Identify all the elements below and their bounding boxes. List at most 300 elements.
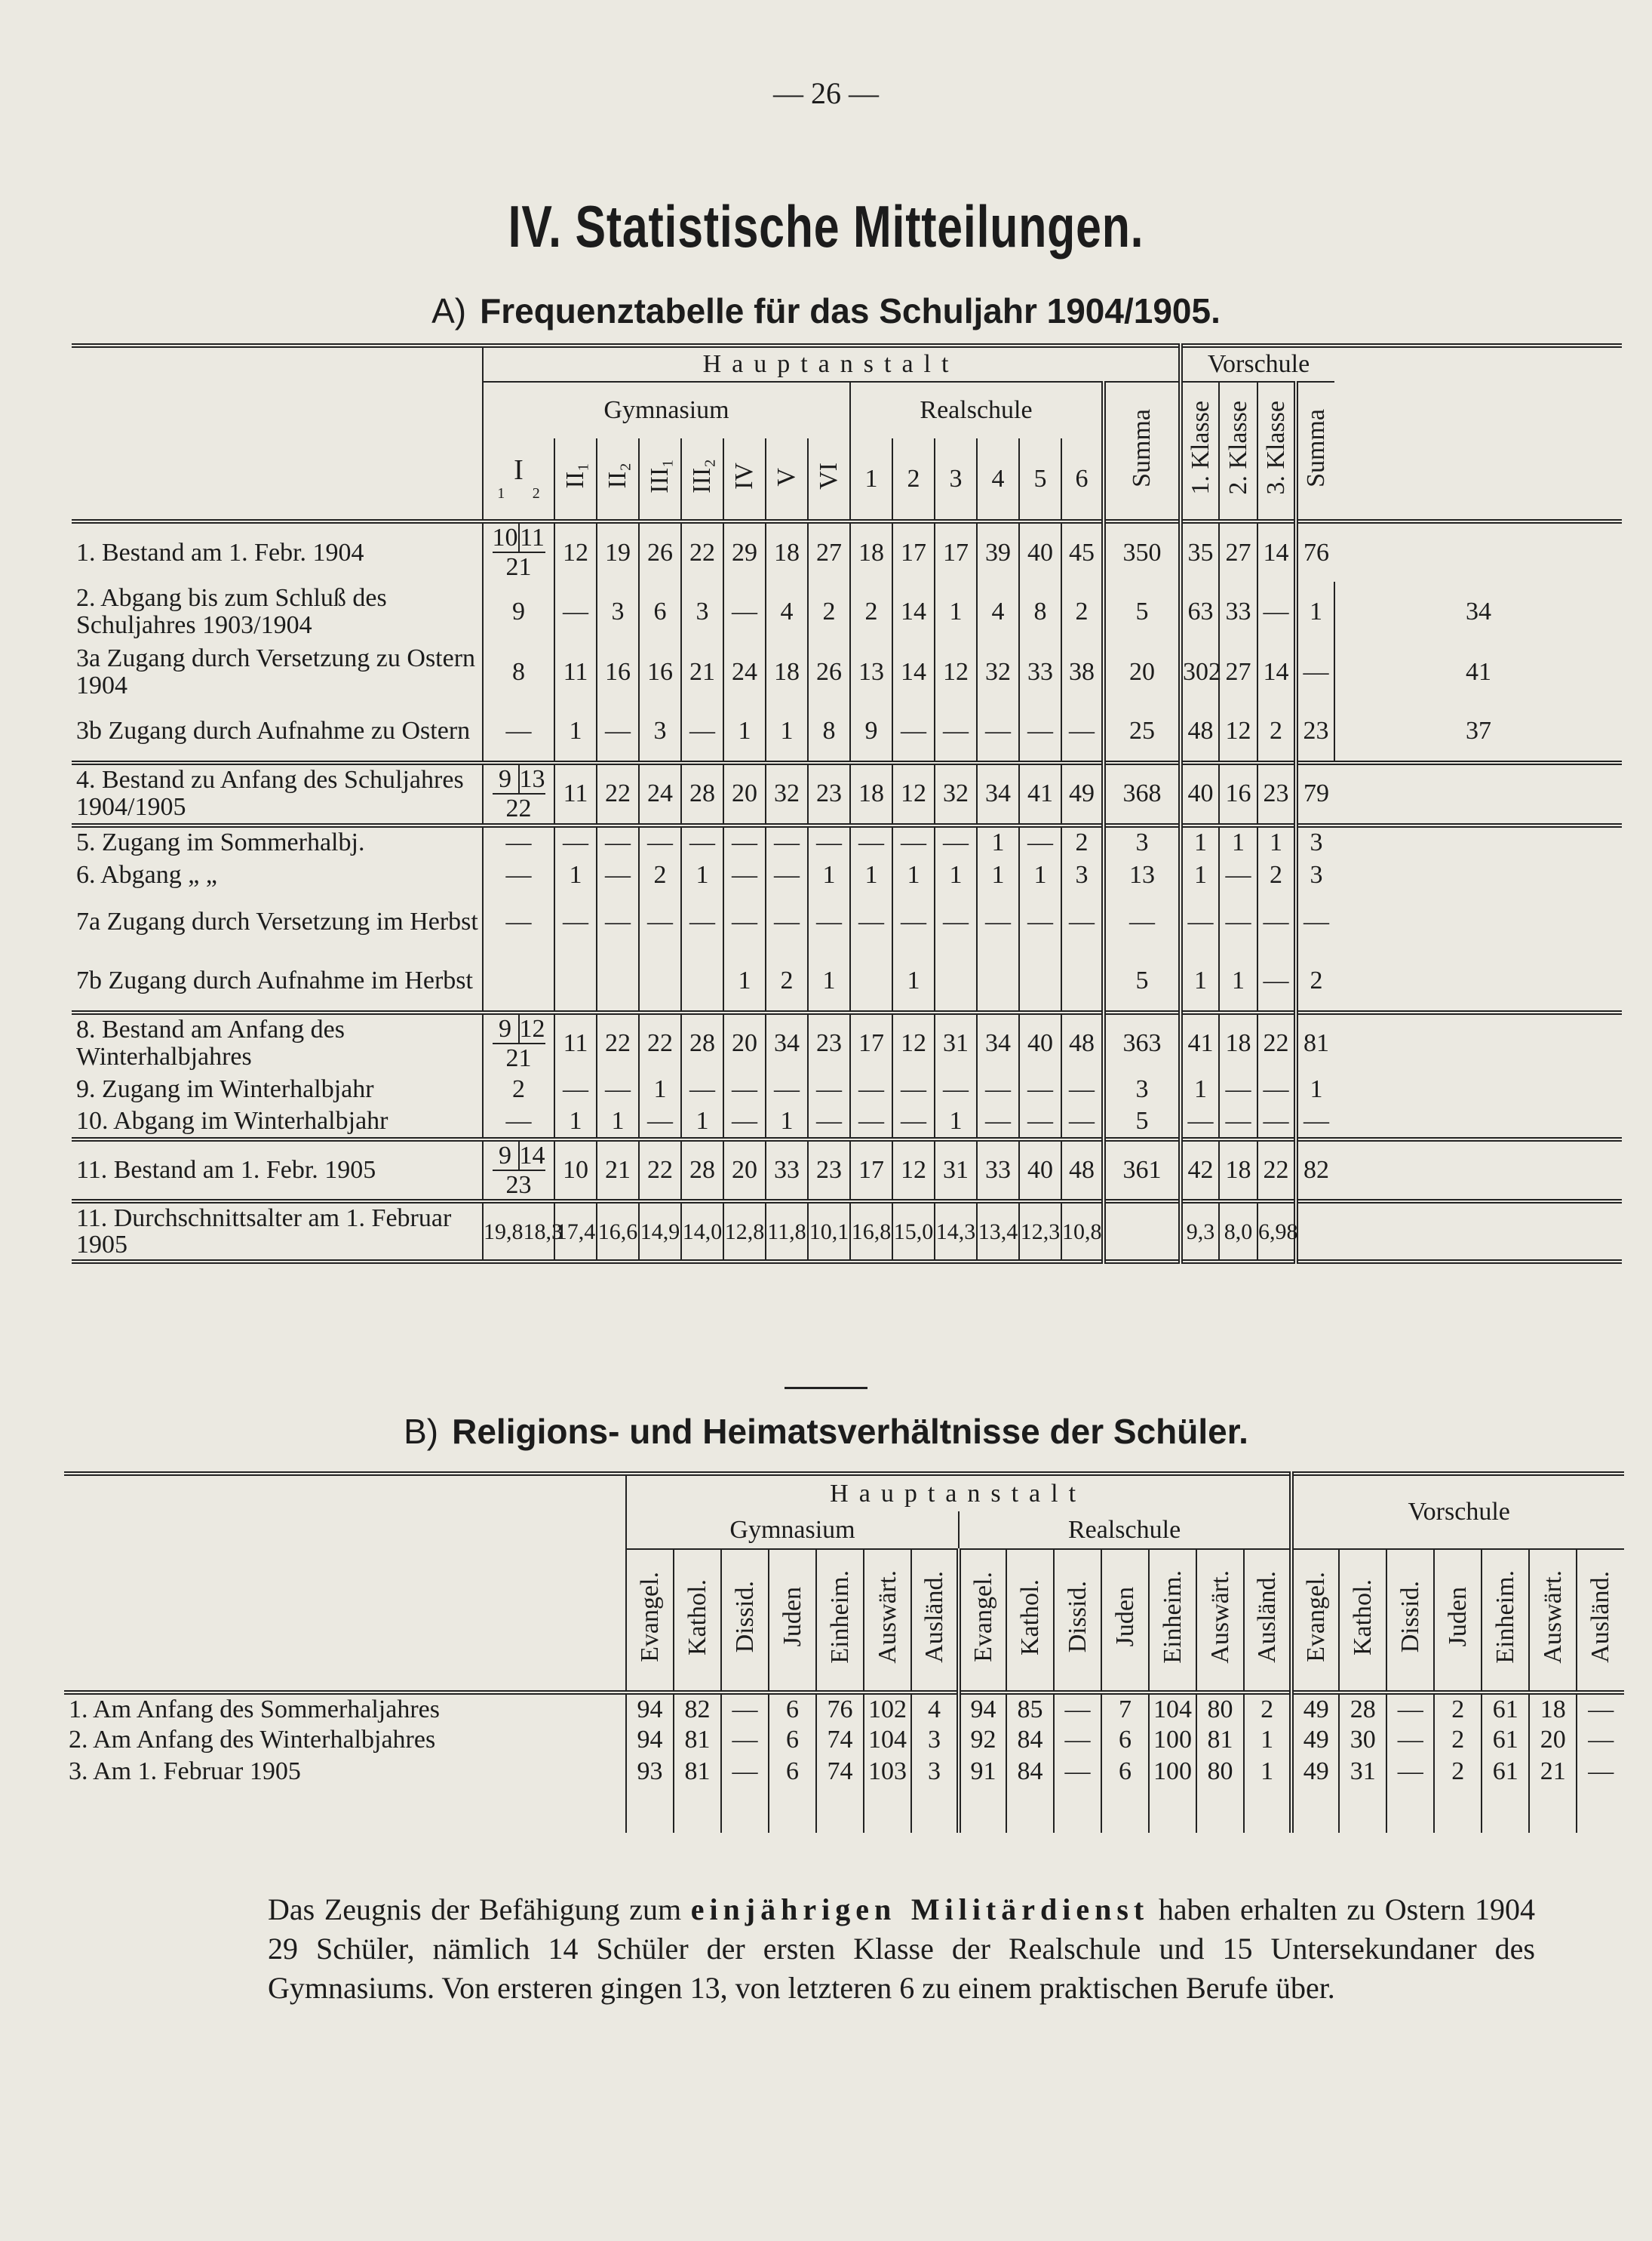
cell-class-I: — <box>483 702 554 763</box>
table-cell: 94 <box>626 1724 674 1756</box>
table-cell: 23 <box>808 1139 850 1202</box>
b-col-header-19: Auswärt. <box>1529 1549 1577 1692</box>
table-cell: 5 <box>1104 1106 1181 1139</box>
table-cell: — <box>1296 892 1334 952</box>
table-cell: 23 <box>1257 763 1296 825</box>
table-cell: 10,1 <box>808 1201 850 1262</box>
table-row <box>72 825 1622 859</box>
col-header-11: 5 <box>1019 438 1061 521</box>
col-header-klasse-1: 1. Klasse <box>1181 382 1219 521</box>
table-cell: — <box>1257 582 1296 642</box>
realschule-header: Realschule <box>850 382 1104 438</box>
table-cell: — <box>808 892 850 952</box>
table-cell: 74 <box>816 1724 864 1756</box>
table-cell: 12 <box>892 763 935 825</box>
table-cell: 2 <box>1296 952 1334 1013</box>
table-cell: 49 <box>1291 1756 1339 1788</box>
table-cell: 1 <box>1181 859 1219 892</box>
table-cell: 26 <box>639 521 681 582</box>
cell-class-I: 8 <box>483 642 554 702</box>
table-cell: 2 <box>639 859 681 892</box>
table-cell: 361 <box>1104 1139 1181 1202</box>
table-cell: 23 <box>1296 702 1334 763</box>
table-cell: 22 <box>1257 1139 1296 1202</box>
table-row <box>64 1692 1624 1724</box>
table-cell: 1 <box>723 702 766 763</box>
closing-paragraph <box>268 1890 1535 2008</box>
table-cell: 22 <box>597 1013 639 1073</box>
table-cell: 40 <box>1019 521 1061 582</box>
table-cell: 17 <box>850 1013 892 1073</box>
col-header-7: 1 <box>850 438 892 521</box>
cell-class-I: 9 <box>483 582 554 642</box>
table-cell: 8 <box>808 702 850 763</box>
table-cell: 2 <box>1434 1724 1482 1756</box>
table-cell: 2 <box>1257 702 1296 763</box>
table-cell: 18 <box>850 521 892 582</box>
table-cell: — <box>1061 892 1104 952</box>
row-label: 11. Durchschnittsalter am 1. Februar 1905 <box>76 1204 452 1259</box>
table-cell: 48 <box>1061 1013 1104 1073</box>
table-cell: 20 <box>723 763 766 825</box>
table-cell: 100 <box>1149 1724 1196 1756</box>
table-cell: 33 <box>977 1139 1019 1202</box>
table-cell: 1 <box>892 859 935 892</box>
table-cell: — <box>935 825 977 859</box>
religion-table <box>64 1471 1624 1833</box>
table-cell: 61 <box>1482 1756 1529 1788</box>
row-label: 11. Bestand am 1. Febr. 1905 <box>76 1156 376 1185</box>
table-cell: 1 <box>1219 952 1257 1013</box>
table-cell: 20 <box>723 1139 766 1202</box>
col-header-0: II₁ <box>554 438 597 521</box>
table-cell: — <box>1257 1106 1296 1139</box>
table-row <box>72 1139 1622 1202</box>
table-cell: 8,0 <box>1219 1201 1257 1262</box>
table-cell: — <box>1019 702 1061 763</box>
table-cell: 6 <box>639 582 681 642</box>
b-hauptanstalt-header: Hauptanstalt <box>626 1474 1291 1511</box>
table-cell: — <box>1577 1756 1624 1788</box>
col-header-4: IV <box>723 438 766 521</box>
table-cell: 2 <box>766 952 808 1013</box>
row-label: 7a Zugang durch Versetzung im Herbst <box>76 907 478 936</box>
table-cell: — <box>1019 1106 1061 1139</box>
table-cell: 2 <box>1244 1692 1291 1724</box>
table-row <box>72 642 1622 702</box>
col-header-3: III₂ <box>681 438 723 521</box>
table-cell: 81 <box>674 1756 721 1788</box>
row-label: 2. Am Anfang des Winterhalbjahres <box>69 1726 436 1754</box>
b-col-header-10: Juden <box>1101 1549 1149 1692</box>
table-cell: — <box>1019 825 1061 859</box>
table-cell: 76 <box>816 1692 864 1724</box>
table-cell: 1 <box>1244 1724 1291 1756</box>
table-cell: 3 <box>1296 825 1334 859</box>
row-label: 9. Zugang im Winterhalbjahr <box>76 1074 374 1103</box>
table-cell: 27 <box>808 521 850 582</box>
table-cell: — <box>554 582 597 642</box>
row-label: 2. Abgang bis zum Schluß des Schuljahres 1903/1904 <box>76 584 387 639</box>
table-cell: 4 <box>766 582 808 642</box>
table-cell: 2 <box>850 582 892 642</box>
table-cell: 6 <box>1101 1756 1149 1788</box>
table-cell: 10,8 <box>1061 1201 1104 1262</box>
table-cell: 18 <box>850 763 892 825</box>
table-cell: 48 <box>1061 1139 1104 1202</box>
table-cell: 61 <box>1482 1692 1529 1724</box>
table-cell: — <box>766 1073 808 1106</box>
table-cell: 104 <box>864 1724 911 1756</box>
table-cell: — <box>723 1073 766 1106</box>
table-cell: — <box>1061 702 1104 763</box>
table-cell: — <box>681 825 723 859</box>
b-col-header-6: Ausländ. <box>911 1549 959 1692</box>
table-cell: — <box>1257 952 1296 1013</box>
table-cell <box>1296 1201 1334 1262</box>
table-cell: 2 <box>808 582 850 642</box>
table-cell: 14 <box>892 642 935 702</box>
col-header-I2: 2 <box>532 484 540 502</box>
table-cell: 350 <box>1104 521 1181 582</box>
col-header-1: II₂ <box>597 438 639 521</box>
separator-dash <box>785 1387 867 1389</box>
table-cell: — <box>721 1724 769 1756</box>
table-cell: 17,4 <box>554 1201 597 1262</box>
table-cell: 39 <box>977 521 1019 582</box>
b-col-header-1: Kathol. <box>674 1549 721 1692</box>
table-cell: 1 <box>850 859 892 892</box>
table-cell: — <box>681 702 723 763</box>
table-cell <box>681 952 723 1013</box>
table-cell: 11 <box>554 763 597 825</box>
table-cell: 34 <box>977 763 1019 825</box>
col-header-summa: Summa <box>1104 382 1181 521</box>
col-header-10: 4 <box>977 438 1019 521</box>
table-cell: 13 <box>1104 859 1181 892</box>
table-cell: 38 <box>1061 642 1104 702</box>
table-cell: 32 <box>977 642 1019 702</box>
table-cell: — <box>1386 1692 1434 1724</box>
table-cell: 41 <box>1334 642 1622 702</box>
table-cell: 1 <box>892 952 935 1013</box>
row-label: 6. Abgang „ „ <box>76 860 217 889</box>
table-cell: 14 <box>1257 642 1296 702</box>
table-cell: 31 <box>1339 1756 1386 1788</box>
table-cell: 22 <box>681 521 723 582</box>
cell-class-I: 19,8 18,3 <box>483 1201 554 1262</box>
table-cell: 3 <box>1296 859 1334 892</box>
table-cell: 13,4 <box>977 1201 1019 1262</box>
table-cell: 84 <box>1006 1756 1054 1788</box>
table-cell: 14 <box>1257 521 1296 582</box>
table-cell: 21 <box>1529 1756 1577 1788</box>
table-cell: — <box>850 1073 892 1106</box>
table-cell: 6,98 <box>1257 1201 1296 1262</box>
table-cell: — <box>1061 1106 1104 1139</box>
table-cell: 29 <box>723 521 766 582</box>
row-label: 8. Bestand am Anfang des Winterhalbjahres <box>76 1016 345 1071</box>
table-cell: 27 <box>1219 642 1257 702</box>
table-cell: 1 <box>1296 582 1334 642</box>
table-cell: 40 <box>1019 1139 1061 1202</box>
table-row <box>72 521 1622 582</box>
table-cell: 12 <box>1219 702 1257 763</box>
row-label: 1. Bestand am 1. Febr. 1904 <box>76 538 364 567</box>
closing-text-1: Das Zeugnis der Befähigung zum <box>268 1892 682 1926</box>
b-col-header-12: Auswärt. <box>1196 1549 1244 1692</box>
table-cell: — <box>1257 1073 1296 1106</box>
table-cell: 48 <box>1181 702 1219 763</box>
closing-text-emph: einjährigen Militärdienst <box>690 1892 1150 1926</box>
table-cell: 100 <box>1149 1756 1196 1788</box>
table-cell: — <box>1386 1724 1434 1756</box>
gymnasium-header: Gymnasium <box>483 382 850 438</box>
table-cell: 22 <box>639 1013 681 1073</box>
table-row <box>72 702 1622 763</box>
table-cell: 20 <box>723 1013 766 1073</box>
b-col-header-17: Juden <box>1434 1549 1482 1692</box>
b-col-header-15: Kathol. <box>1339 1549 1386 1692</box>
table-cell: 40 <box>1019 1013 1061 1073</box>
table-cell: — <box>721 1756 769 1788</box>
table-cell: 3 <box>681 582 723 642</box>
table-cell: 1 <box>554 859 597 892</box>
main-title: IV. Statistische Mitteilungen. <box>508 193 1144 260</box>
table-row <box>64 1724 1624 1756</box>
table-cell: 25 <box>1104 702 1181 763</box>
b-col-header-14: Evangel. <box>1291 1549 1339 1692</box>
row-label: 7b Zugang durch Aufnahme im Herbst <box>76 967 473 995</box>
table-cell: 1 <box>1019 859 1061 892</box>
table-cell: — <box>935 1073 977 1106</box>
table-cell: — <box>1219 1073 1257 1106</box>
col-header-12: 6 <box>1061 438 1104 521</box>
table-cell: — <box>977 1106 1019 1139</box>
section-b-title: Religions- und Heimatsverhältnisse der Schüler. <box>452 1412 1248 1451</box>
table-cell: 32 <box>935 763 977 825</box>
table-cell: 82 <box>674 1692 721 1724</box>
table-cell: 80 <box>1196 1692 1244 1724</box>
table-cell: 103 <box>864 1756 911 1788</box>
table-cell: — <box>723 892 766 952</box>
table-cell: — <box>1257 892 1296 952</box>
table-cell: — <box>639 825 681 859</box>
row-label: 4. Bestand zu Anfang des Schuljahres 1904/1905 <box>76 766 464 822</box>
hauptanstalt-header: Hauptanstalt <box>483 346 1181 382</box>
table-cell: 1 <box>1181 952 1219 1013</box>
table-cell: 33 <box>766 1139 808 1202</box>
table-cell: 18 <box>1529 1692 1577 1724</box>
table-cell: — <box>1181 1106 1219 1139</box>
table-cell: 42 <box>1181 1139 1219 1202</box>
b-col-header-2: Dissid. <box>721 1549 769 1692</box>
table-cell: 21 <box>597 1139 639 1202</box>
row-label: 5. Zugang im Sommerhalbj. <box>76 828 365 857</box>
table-cell: 11 <box>554 1013 597 1073</box>
page-number: — 26 — <box>773 76 879 110</box>
table-cell: 34 <box>766 1013 808 1073</box>
table-cell: 22 <box>1257 1013 1296 1073</box>
table-cell: — <box>935 702 977 763</box>
table-cell: — <box>723 825 766 859</box>
table-cell: 18 <box>1219 1013 1257 1073</box>
table-cell: 28 <box>681 1139 723 1202</box>
row-label: 1. Am Anfang des Sommerhaljahres <box>69 1695 440 1723</box>
table-cell: 82 <box>1296 1139 1334 1202</box>
table-cell: — <box>597 892 639 952</box>
table-bottom-rule <box>72 1262 1622 1265</box>
table-cell: 49 <box>1291 1692 1339 1724</box>
table-cell: 1 <box>597 1106 639 1139</box>
table-cell: 84 <box>1006 1724 1054 1756</box>
table-cell: 102 <box>864 1692 911 1724</box>
table-cell: 2 <box>1257 859 1296 892</box>
table-cell: 3 <box>639 702 681 763</box>
table-cell: 41 <box>1019 763 1061 825</box>
table-cell: 11 <box>554 642 597 702</box>
table-cell: 14 <box>892 582 935 642</box>
row-label: 3a Zugang durch Versetzung zu Ostern 1904 <box>76 644 476 699</box>
table-cell: 76 <box>1296 521 1334 582</box>
table-cell: 22 <box>639 1139 681 1202</box>
table-cell: 1 <box>935 582 977 642</box>
table-cell: 18 <box>766 642 808 702</box>
table-cell: — <box>1219 1106 1257 1139</box>
table-cell: 22 <box>597 763 639 825</box>
table-cell: 5 <box>1104 952 1181 1013</box>
row-label-header <box>72 346 483 521</box>
table-cell: 1 <box>1257 825 1296 859</box>
table-cell: 6 <box>769 1756 816 1788</box>
table-cell: 94 <box>626 1692 674 1724</box>
table-cell: 1 <box>1219 825 1257 859</box>
table-cell: 363 <box>1104 1013 1181 1073</box>
table-cell: — <box>723 1106 766 1139</box>
table-cell: — <box>723 859 766 892</box>
table-cell: — <box>1054 1756 1101 1788</box>
table-cell: 34 <box>977 1013 1019 1073</box>
table-cell: 3 <box>911 1724 959 1756</box>
table-cell: 3 <box>597 582 639 642</box>
table-cell: — <box>766 825 808 859</box>
table-cell <box>639 952 681 1013</box>
table-cell: — <box>892 825 935 859</box>
table-cell <box>935 952 977 1013</box>
table-cell: 1 <box>554 1106 597 1139</box>
table-cell: 92 <box>959 1724 1006 1756</box>
table-cell: 12,3 <box>1019 1201 1061 1262</box>
table-cell: 61 <box>1482 1724 1529 1756</box>
table-cell: — <box>766 892 808 952</box>
table-cell: 41 <box>1181 1013 1219 1073</box>
table-cell: — <box>1296 1106 1334 1139</box>
table-cell: — <box>554 892 597 952</box>
table-cell: 9,3 <box>1181 1201 1219 1262</box>
table-cell: — <box>892 702 935 763</box>
table-cell: 12 <box>935 642 977 702</box>
cell-class-I: — <box>483 1106 554 1139</box>
table-cell: 4 <box>911 1692 959 1724</box>
table-cell: 3 <box>1061 859 1104 892</box>
table-cell: 19 <box>597 521 639 582</box>
b-col-header-9: Dissid. <box>1054 1549 1101 1692</box>
table-cell: 17 <box>935 521 977 582</box>
table-cell: 16 <box>597 642 639 702</box>
table-cell: — <box>808 1073 850 1106</box>
table-cell: 1 <box>639 1073 681 1106</box>
table-cell: — <box>1019 1073 1061 1106</box>
table-cell: 1 <box>935 1106 977 1139</box>
b-col-header-5: Auswärt. <box>864 1549 911 1692</box>
table-cell: 12 <box>892 1013 935 1073</box>
table-cell: 7 <box>1101 1692 1149 1724</box>
b-vorschule-header: Vorschule <box>1291 1474 1624 1549</box>
b-col-header-7: Evangel. <box>959 1549 1006 1692</box>
table-cell: 1 <box>977 825 1019 859</box>
table-cell: — <box>1104 892 1181 952</box>
table-cell: 16 <box>639 642 681 702</box>
table-row <box>72 859 1622 892</box>
table-cell: 17 <box>850 1139 892 1202</box>
b-realschule-header: Realschule <box>959 1511 1291 1549</box>
table-cell: — <box>1296 642 1334 702</box>
table-cell: 2 <box>1061 582 1104 642</box>
table-cell: 16,8 <box>850 1201 892 1262</box>
table-cell: 35 <box>1181 521 1219 582</box>
table-cell: 3 <box>911 1756 959 1788</box>
table-cell: — <box>1054 1692 1101 1724</box>
table-cell: 23 <box>808 763 850 825</box>
table-cell <box>1061 952 1104 1013</box>
table-cell: 45 <box>1061 521 1104 582</box>
cell-class-I: — <box>483 859 554 892</box>
table-cell: — <box>639 1106 681 1139</box>
table-cell: — <box>639 892 681 952</box>
table-cell: — <box>977 892 1019 952</box>
table-cell: 49 <box>1061 763 1104 825</box>
b-col-header-18: Einheim. <box>1482 1549 1529 1692</box>
table-cell: 1 <box>935 859 977 892</box>
table-cell: 12 <box>554 521 597 582</box>
table-cell: — <box>850 825 892 859</box>
frequency-table <box>72 343 1622 1265</box>
table-cell: 30 <box>1339 1724 1386 1756</box>
section-b-label: B) <box>404 1412 439 1451</box>
table-cell: — <box>597 859 639 892</box>
table-cell: 93 <box>626 1756 674 1788</box>
table-cell: — <box>977 702 1019 763</box>
table-cell: 1 <box>808 859 850 892</box>
table-cell: 1 <box>1296 1073 1334 1106</box>
table-cell: 23 <box>808 1013 850 1073</box>
table-cell: 368 <box>1104 763 1181 825</box>
cell-class-I: $\frac{9 14}{23}$ <box>483 1139 554 1202</box>
table-cell: — <box>850 1106 892 1139</box>
table-cell: — <box>1219 859 1257 892</box>
table-cell: 14,0 <box>681 1201 723 1262</box>
table-cell: — <box>935 892 977 952</box>
table-cell: 13 <box>850 642 892 702</box>
table-row <box>72 582 1622 642</box>
table-cell: 94 <box>959 1692 1006 1724</box>
table-cell: — <box>1019 892 1061 952</box>
table-cell: — <box>1386 1756 1434 1788</box>
table-cell: 1 <box>723 952 766 1013</box>
table-cell: 26 <box>808 642 850 702</box>
table-cell: — <box>1219 892 1257 952</box>
table-row <box>72 952 1622 1013</box>
